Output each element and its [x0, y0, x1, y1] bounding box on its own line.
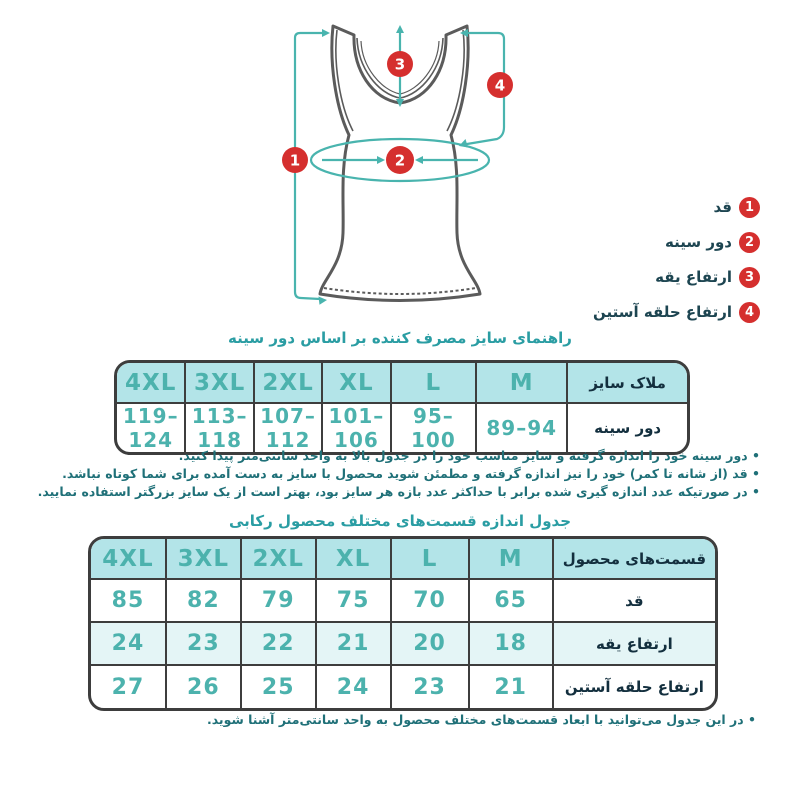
- legend-label-length: قد: [713, 198, 732, 216]
- marker-2: [386, 146, 414, 174]
- legend-marker-4: 4: [739, 302, 760, 323]
- collar-xl: 21: [316, 622, 391, 665]
- chest-row-label: دور سینه: [567, 403, 687, 452]
- size-col-2xl: 2XL: [254, 363, 322, 403]
- size-col-3xl: 3XL: [185, 363, 253, 403]
- legend-marker-3: 3: [739, 267, 760, 288]
- size-guide-table: [114, 360, 690, 455]
- length-3xl: 82: [166, 579, 241, 622]
- armhole-3xl: 26: [166, 665, 241, 708]
- collar-2xl: 22: [241, 622, 316, 665]
- length-l: 70: [391, 579, 469, 622]
- parts-table-title: جدول اندازه قسمت‌های مختلف محصول رکابی: [228, 512, 572, 530]
- size-col-3xl: 3XL: [166, 539, 241, 579]
- parts-table: [88, 536, 718, 711]
- armhole-4xl: 27: [91, 665, 166, 708]
- svg-text:4: 4: [494, 76, 506, 95]
- legend-item-armhole: [593, 301, 760, 323]
- legend-label-collar: ارتفاع یقه: [655, 268, 732, 286]
- size-col-m: M: [476, 363, 567, 403]
- size-guide-title: راهنمای سایز مصرف کننده بر اساس دور سینه: [228, 329, 572, 347]
- size-col-2xl: 2XL: [241, 539, 316, 579]
- chest-range-2xl: 107–112: [254, 403, 322, 452]
- parts-header-row: [91, 539, 715, 579]
- length-2xl: 79: [241, 579, 316, 622]
- chest-range-4xl: 119–124: [117, 403, 185, 452]
- length-4xl: 85: [91, 579, 166, 622]
- legend-marker-1: 1: [739, 197, 760, 218]
- svg-text:2: 2: [394, 151, 406, 170]
- size-guide-header-row: [117, 363, 687, 403]
- size-col-m: M: [469, 539, 553, 579]
- size-col-xl: XL: [316, 539, 391, 579]
- chest-range-3xl: 113–118: [185, 403, 253, 452]
- legend-item-collar: [593, 266, 760, 288]
- svg-text:1: 1: [289, 151, 301, 170]
- parts-table-footnote: • در این جدول می‌توانید با ابعاد قسمت‌های مختلف محصول به واحد سانتی‌متر آشنا شوید.: [20, 712, 756, 727]
- tank-top-diagram: [266, 8, 536, 313]
- legend-item-length: [593, 196, 760, 218]
- armhole-row-label: ارتفاع حلقه آستین: [553, 665, 715, 708]
- note-line: • قد (از شانه تا کمر) خود را نیز اندازه گرفته و مطمئن شوید محصول با سایز به دست آمده برای شما کوتاه نباشد.: [20, 465, 760, 483]
- size-col-l: L: [391, 539, 469, 579]
- length-row-label: قد: [553, 579, 715, 622]
- chest-range-row: [117, 403, 687, 452]
- collar-row-label: ارتفاع یقه: [553, 622, 715, 665]
- size-col-l: L: [391, 363, 477, 403]
- armhole-l: 23: [391, 665, 469, 708]
- chest-range-l: 95–100: [391, 403, 477, 452]
- parts-header-label: قسمت‌های محصول: [553, 539, 715, 579]
- legend-marker-2: 2: [739, 232, 760, 253]
- length-xl: 75: [316, 579, 391, 622]
- chest-range-m: 89–94: [476, 403, 567, 452]
- size-col-xl: XL: [322, 363, 390, 403]
- chest-range-xl: 101–106: [322, 403, 390, 452]
- note-line: • در صورتیکه عدد اندازه گیری شده برابر با حداکثر عدد بازه هر سایز بود، بهتر است از یک سایز بزرگتر استفاده نمایید.: [20, 483, 760, 501]
- collar-l: 20: [391, 622, 469, 665]
- sizing-notes: [20, 447, 760, 501]
- collar-3xl: 23: [166, 622, 241, 665]
- collar-4xl: 24: [91, 622, 166, 665]
- armhole-xl: 24: [316, 665, 391, 708]
- armhole-row: [91, 665, 715, 708]
- size-col-4xl: 4XL: [117, 363, 185, 403]
- armhole-2xl: 25: [241, 665, 316, 708]
- marker-1: [282, 147, 308, 173]
- note-line: • دور سینه خود را اندازه گرفته و سایز مناسب خود را در جدول بالا به واحد سانتی‌متر پیدا کنید.: [20, 447, 760, 465]
- collar-m: 18: [469, 622, 553, 665]
- length-row: [91, 579, 715, 622]
- legend-item-chest: [593, 231, 760, 253]
- svg-text:3: 3: [394, 55, 406, 74]
- legend-label-chest: دور سینه: [665, 233, 732, 251]
- marker-4: [487, 72, 513, 98]
- length-m: 65: [469, 579, 553, 622]
- marker-3: [387, 51, 413, 77]
- legend-label-armhole: ارتفاع حلقه آستین: [593, 303, 732, 321]
- size-criterion-header: ملاک سایز: [567, 363, 687, 403]
- size-col-4xl: 4XL: [91, 539, 166, 579]
- measurement-legend: [593, 196, 760, 323]
- collar-row: [91, 622, 715, 665]
- armhole-m: 21: [469, 665, 553, 708]
